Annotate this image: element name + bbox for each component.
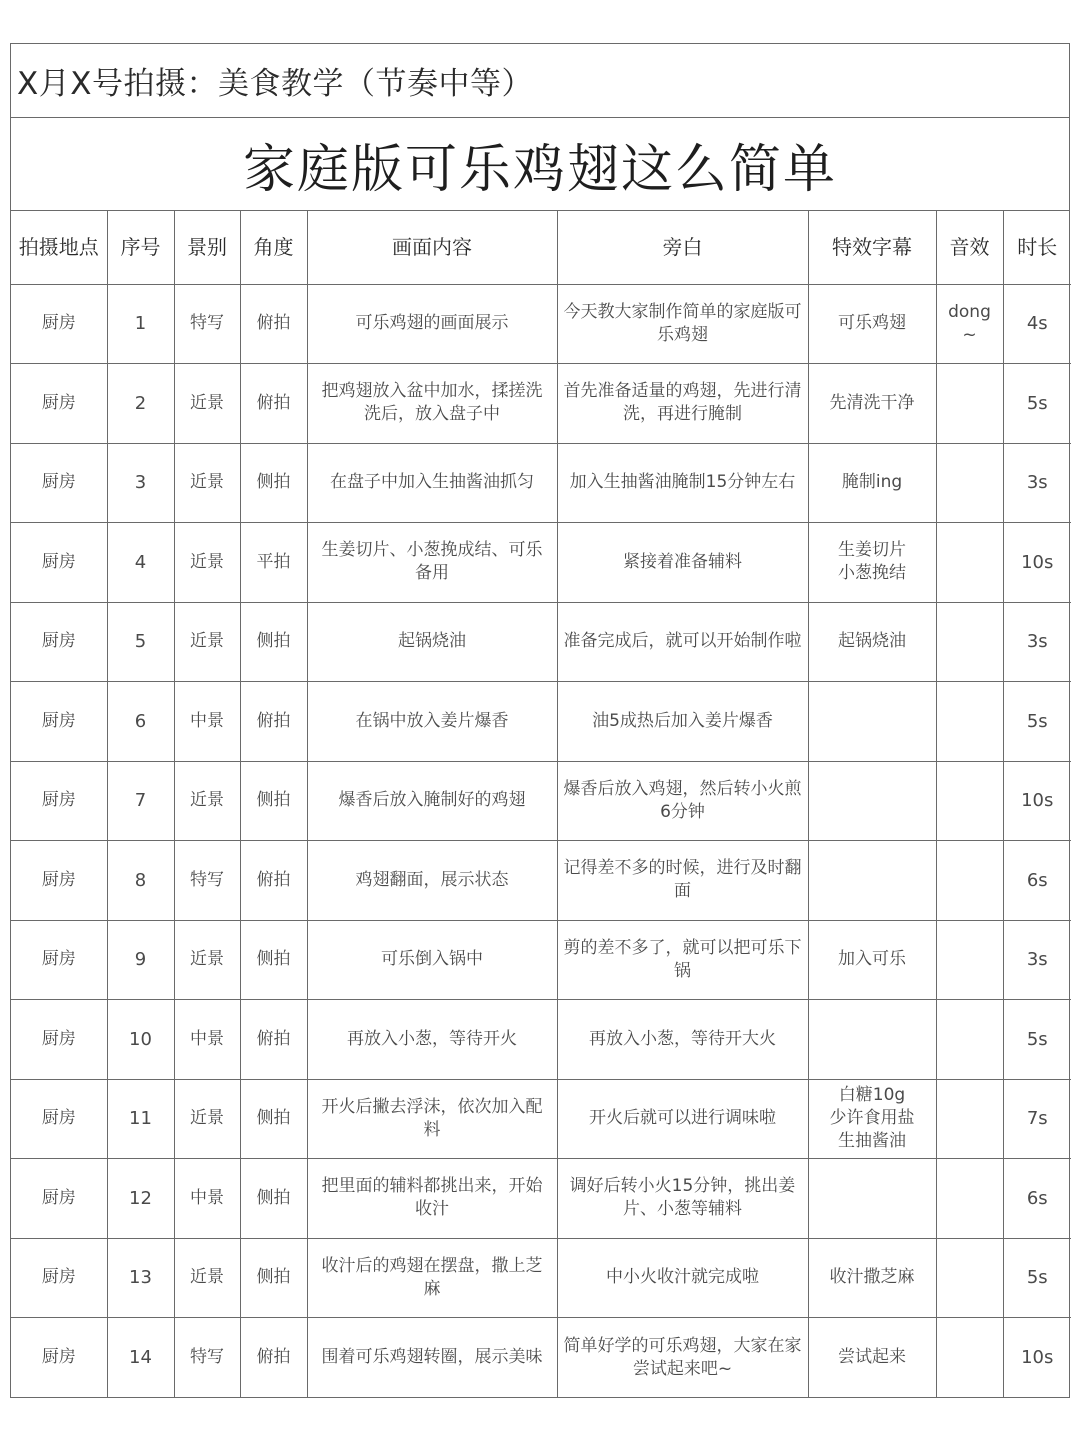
table-row: [11, 841, 1071, 921]
cell-caption-effect: 收汁撒芝麻: [808, 1238, 936, 1318]
cell-location: 厨房: [11, 1159, 107, 1239]
cell-shot-size: 中景: [174, 1000, 240, 1080]
cell-sound-effect: [936, 443, 1003, 523]
cell-scene-content: 围着可乐鸡翅转圈，展示美味: [307, 1318, 557, 1398]
cell-caption-effect: 生姜切片 小葱挽结: [808, 523, 936, 603]
cell-location: 厨房: [11, 682, 107, 762]
table-row: [11, 682, 1071, 762]
cell-sound-effect: [936, 920, 1003, 1000]
cell-camera-angle: 侧拍: [240, 1159, 307, 1239]
shoot-date-subtitle: X月X号拍摄：美食教学（节奏中等）: [11, 44, 1069, 118]
cell-scene-content: 在盘子中加入生抽酱油抓匀: [307, 443, 557, 523]
table-row: [11, 602, 1071, 682]
cell-caption-effect: [808, 1000, 936, 1080]
cell-location: 厨房: [11, 761, 107, 841]
cell-narration: 爆香后放入鸡翅，然后转小火煎6分钟: [557, 761, 808, 841]
cell-narration: 调好后转小火15分钟，挑出姜片、小葱等辅料: [557, 1159, 808, 1239]
cell-sound-effect: [936, 841, 1003, 921]
cell-narration: 开火后就可以进行调味啦: [557, 1079, 808, 1159]
cell-caption-effect: 先清洗干净: [808, 364, 936, 444]
cell-sound-effect: dong~: [936, 284, 1003, 364]
table-header-row: [11, 211, 1071, 284]
cell-narration: 再放入小葱，等待开大火: [557, 1000, 808, 1080]
header-shot-number: 序号: [107, 211, 174, 284]
cell-caption-effect: [808, 1159, 936, 1239]
cell-shot-number: 11: [107, 1079, 174, 1159]
cell-shot-size: 近景: [174, 443, 240, 523]
header-sound-effect: 音效: [936, 211, 1003, 284]
cell-narration: 加入生抽酱油腌制15分钟左右: [557, 443, 808, 523]
cell-narration: 简单好学的可乐鸡翅，大家在家尝试起来吧~: [557, 1318, 808, 1398]
shot-list-table: [11, 211, 1071, 1397]
cell-duration: 3s: [1003, 443, 1071, 523]
header-scene-content: 画面内容: [307, 211, 557, 284]
cell-camera-angle: 侧拍: [240, 1238, 307, 1318]
cell-duration: 6s: [1003, 841, 1071, 921]
cell-sound-effect: [936, 364, 1003, 444]
table-row: [11, 1318, 1071, 1398]
cell-narration: 今天教大家制作简单的家庭版可乐鸡翅: [557, 284, 808, 364]
cell-location: 厨房: [11, 1318, 107, 1398]
cell-shot-number: 2: [107, 364, 174, 444]
cell-shot-size: 近景: [174, 761, 240, 841]
cell-shot-size: 特写: [174, 1318, 240, 1398]
header-camera-angle: 角度: [240, 211, 307, 284]
cell-camera-angle: 俯拍: [240, 284, 307, 364]
cell-shot-number: 13: [107, 1238, 174, 1318]
cell-shot-number: 12: [107, 1159, 174, 1239]
table-row: [11, 1238, 1071, 1318]
cell-shot-number: 5: [107, 602, 174, 682]
cell-duration: 6s: [1003, 1159, 1071, 1239]
header-duration: 时长: [1003, 211, 1071, 284]
table-row: [11, 920, 1071, 1000]
table-row: [11, 1159, 1071, 1239]
cell-caption-effect: 加入可乐: [808, 920, 936, 1000]
cell-caption-effect: [808, 682, 936, 762]
cell-caption-effect: 白糖10g 少许食用盐 生抽酱油: [808, 1079, 936, 1159]
shot-list-sheet: [10, 43, 1070, 1398]
cell-scene-content: 爆香后放入腌制好的鸡翅: [307, 761, 557, 841]
cell-location: 厨房: [11, 1079, 107, 1159]
cell-sound-effect: [936, 1238, 1003, 1318]
cell-caption-effect: 起锅烧油: [808, 602, 936, 682]
cell-sound-effect: [936, 1159, 1003, 1239]
page-title: 家庭版可乐鸡翅这么简单: [11, 118, 1069, 211]
cell-location: 厨房: [11, 1000, 107, 1080]
cell-shot-size: 近景: [174, 523, 240, 603]
cell-duration: 5s: [1003, 682, 1071, 762]
cell-narration: 首先准备适量的鸡翅，先进行清洗，再进行腌制: [557, 364, 808, 444]
table-row: [11, 443, 1071, 523]
cell-shot-number: 9: [107, 920, 174, 1000]
cell-shot-number: 10: [107, 1000, 174, 1080]
cell-sound-effect: [936, 1079, 1003, 1159]
cell-shot-size: 近景: [174, 920, 240, 1000]
cell-camera-angle: 侧拍: [240, 602, 307, 682]
cell-scene-content: 可乐鸡翅的画面展示: [307, 284, 557, 364]
cell-caption-effect: [808, 841, 936, 921]
cell-camera-angle: 俯拍: [240, 1318, 307, 1398]
cell-location: 厨房: [11, 841, 107, 921]
cell-duration: 7s: [1003, 1079, 1071, 1159]
table-row: [11, 523, 1071, 603]
cell-shot-size: 特写: [174, 284, 240, 364]
cell-shot-number: 1: [107, 284, 174, 364]
cell-caption-effect: 尝试起来: [808, 1318, 936, 1398]
cell-shot-size: 中景: [174, 1159, 240, 1239]
cell-scene-content: 把里面的辅料都挑出来，开始收汁: [307, 1159, 557, 1239]
table-row: [11, 364, 1071, 444]
cell-scene-content: 收汁后的鸡翅在摆盘，撒上芝麻: [307, 1238, 557, 1318]
cell-duration: 10s: [1003, 1318, 1071, 1398]
cell-narration: 紧接着准备辅料: [557, 523, 808, 603]
cell-caption-effect: 可乐鸡翅: [808, 284, 936, 364]
cell-shot-size: 近景: [174, 364, 240, 444]
cell-caption-effect: [808, 761, 936, 841]
cell-duration: 10s: [1003, 523, 1071, 603]
cell-shot-number: 14: [107, 1318, 174, 1398]
cell-location: 厨房: [11, 443, 107, 523]
cell-duration: 10s: [1003, 761, 1071, 841]
cell-shot-number: 6: [107, 682, 174, 762]
cell-sound-effect: [936, 1000, 1003, 1080]
header-location: 拍摄地点: [11, 211, 107, 284]
cell-location: 厨房: [11, 1238, 107, 1318]
cell-sound-effect: [936, 1318, 1003, 1398]
cell-shot-number: 8: [107, 841, 174, 921]
cell-camera-angle: 侧拍: [240, 1079, 307, 1159]
cell-duration: 4s: [1003, 284, 1071, 364]
cell-camera-angle: 侧拍: [240, 920, 307, 1000]
cell-shot-size: 近景: [174, 1238, 240, 1318]
cell-sound-effect: [936, 602, 1003, 682]
cell-location: 厨房: [11, 523, 107, 603]
cell-sound-effect: [936, 761, 1003, 841]
cell-scene-content: 把鸡翅放入盆中加水，揉搓洗洗后，放入盘子中: [307, 364, 557, 444]
table-row: [11, 1079, 1071, 1159]
table-body: [11, 284, 1071, 1397]
cell-camera-angle: 侧拍: [240, 761, 307, 841]
table-row: [11, 761, 1071, 841]
cell-narration: 准备完成后，就可以开始制作啦: [557, 602, 808, 682]
cell-shot-size: 特写: [174, 841, 240, 921]
cell-shot-number: 7: [107, 761, 174, 841]
cell-scene-content: 可乐倒入锅中: [307, 920, 557, 1000]
cell-duration: 5s: [1003, 364, 1071, 444]
cell-narration: 剪的差不多了，就可以把可乐下锅: [557, 920, 808, 1000]
cell-location: 厨房: [11, 920, 107, 1000]
header-caption-effect: 特效字幕: [808, 211, 936, 284]
cell-shot-number: 3: [107, 443, 174, 523]
cell-narration: 中小火收汁就完成啦: [557, 1238, 808, 1318]
cell-shot-number: 4: [107, 523, 174, 603]
header-narration: 旁白: [557, 211, 808, 284]
header-shot-size: 景别: [174, 211, 240, 284]
cell-scene-content: 起锅烧油: [307, 602, 557, 682]
cell-camera-angle: 俯拍: [240, 841, 307, 921]
cell-duration: 5s: [1003, 1000, 1071, 1080]
cell-camera-angle: 俯拍: [240, 1000, 307, 1080]
cell-duration: 5s: [1003, 1238, 1071, 1318]
cell-camera-angle: 俯拍: [240, 364, 307, 444]
cell-shot-size: 中景: [174, 682, 240, 762]
table-row: [11, 1000, 1071, 1080]
cell-sound-effect: [936, 682, 1003, 762]
cell-shot-size: 近景: [174, 602, 240, 682]
cell-scene-content: 鸡翅翻面，展示状态: [307, 841, 557, 921]
cell-camera-angle: 平拍: [240, 523, 307, 603]
cell-location: 厨房: [11, 364, 107, 444]
cell-scene-content: 在锅中放入姜片爆香: [307, 682, 557, 762]
cell-scene-content: 再放入小葱，等待开火: [307, 1000, 557, 1080]
cell-scene-content: 生姜切片、小葱挽成结、可乐备用: [307, 523, 557, 603]
cell-camera-angle: 侧拍: [240, 443, 307, 523]
cell-location: 厨房: [11, 284, 107, 364]
cell-duration: 3s: [1003, 602, 1071, 682]
cell-shot-size: 近景: [174, 1079, 240, 1159]
cell-narration: 记得差不多的时候，进行及时翻面: [557, 841, 808, 921]
cell-scene-content: 开火后撇去浮沫，依次加入配料: [307, 1079, 557, 1159]
cell-camera-angle: 俯拍: [240, 682, 307, 762]
cell-location: 厨房: [11, 602, 107, 682]
cell-narration: 油5成热后加入姜片爆香: [557, 682, 808, 762]
table-row: [11, 284, 1071, 364]
cell-caption-effect: 腌制ing: [808, 443, 936, 523]
cell-duration: 3s: [1003, 920, 1071, 1000]
cell-sound-effect: [936, 523, 1003, 603]
